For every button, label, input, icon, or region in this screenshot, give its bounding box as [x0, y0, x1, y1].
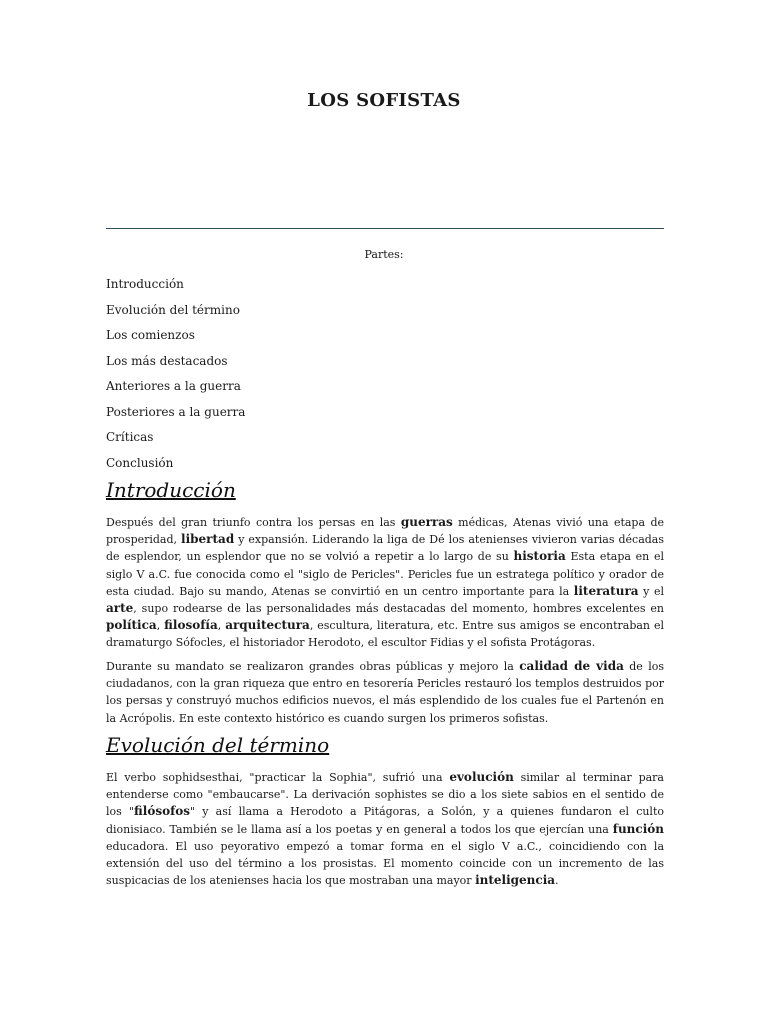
keyword: inteligencia	[475, 873, 556, 888]
text-run: médicas, Atenas vivió una etapa de prosperidad,	[106, 516, 664, 547]
document-title: LOS SOFISTAS	[307, 90, 461, 111]
keyword: filosofía	[164, 618, 218, 633]
text-run: y el	[638, 584, 664, 598]
paragraph-evolucion-1	[106, 769, 664, 889]
toc-item-posteriores[interactable]: Posteriores a la guerra	[106, 404, 246, 419]
text-run: y expansión. Liderando la liga de Dé los atenienses vivieron varias décadas de esplendor, un esplendor que no se volvió a repetir a lo largo de su	[106, 533, 665, 564]
keyword: literatura	[573, 583, 639, 598]
keyword: evolución	[449, 770, 514, 784]
paragraph-introduccion-1	[106, 514, 664, 652]
table-of-contents	[106, 276, 245, 480]
text-run: ,	[156, 619, 165, 633]
text-run: educadora. El uso peyorativo empezó a tomar forma en el siglo V a.C., coincidiendo con la extensión del uso del término a los prosistas. El momento coincide con un incremento de las suspicacias de los atenienses hacia los que mostraban una mayor	[106, 839, 664, 888]
text-run: Durante su mandato se realizaron grandes obras públicas y mejoro la	[106, 660, 520, 673]
keyword: filósofos	[134, 804, 191, 819]
toc-item-introduccion[interactable]: Introducción	[106, 277, 184, 291]
text-run: ,	[217, 619, 226, 633]
text-run: Esta etapa en el siglo V a.C. fue conocida como el "siglo de Pericles". Pericles fue un estratega político y orador de esta ciudad. Bajo su mando, Atenas se convirtió en un centro importante para la	[106, 550, 664, 598]
horizontal-rule	[106, 228, 664, 229]
toc-item-conclusion[interactable]: Conclusión	[106, 455, 174, 470]
text-run: similar al terminar para entenderse como "embaucarse". La derivación sophistes se dio a los siete sabios en el sentido de los "	[106, 771, 664, 819]
text-run: , escultura, literatura, etc. Entre sus amigos se encontraban el dramaturgo Sófocles, el historiador Herodoto, el escultor Fidias y el sofista Protágoras.	[106, 619, 664, 650]
keyword: arquitectura	[225, 618, 310, 633]
paragraph-introduccion-2	[106, 658, 664, 727]
text-run: El verbo sophidsesthai, "practicar la Sophia", sufrió una	[106, 771, 450, 784]
text-run: de los ciudadanos, con la gran riqueza que entro en tesorería Pericles restauró los templos destruidos por los persas y construyó muchos edificios nuevos, el más esplendido de los cuales fue el Partenón en la Acrópolis. En este contexto histórico es cuando surgen los primeros sofistas.	[106, 660, 664, 725]
toc-item-criticas[interactable]: Críticas	[106, 430, 154, 444]
keyword: calidad de vida	[519, 659, 624, 673]
partes-label: Partes:	[364, 248, 404, 261]
toc-item-anteriores[interactable]: Anteriores a la guerra	[106, 379, 241, 393]
keyword: función	[612, 821, 664, 836]
toc-item-destacados[interactable]: Los más destacados	[106, 353, 228, 368]
section-heading-introduccion: Introducción	[106, 478, 236, 502]
text-run: Después del gran triunfo contra los persas en las	[106, 516, 401, 529]
keyword: historia	[513, 549, 566, 564]
keyword: libertad	[181, 532, 235, 547]
keyword: política	[106, 618, 157, 633]
text-run: " y así llama a Herodoto a Pitágoras, a Solón, y a quienes fundaron el culto dionisiaco. También se le llama así a los poetas y en general a todos los que ejercían una	[106, 805, 664, 836]
section-heading-evolucion: Evolución del término	[106, 733, 330, 757]
toc-item-comienzos[interactable]: Los comienzos	[106, 328, 195, 342]
keyword: guerras	[400, 515, 453, 529]
toc-item-evolucion[interactable]: Evolución del término	[106, 302, 240, 317]
keyword: arte	[106, 601, 134, 616]
text-run: .	[555, 874, 559, 888]
text-run: , supo rodearse de las personalidades más destacadas del momento, hombres excelentes en	[133, 602, 664, 616]
